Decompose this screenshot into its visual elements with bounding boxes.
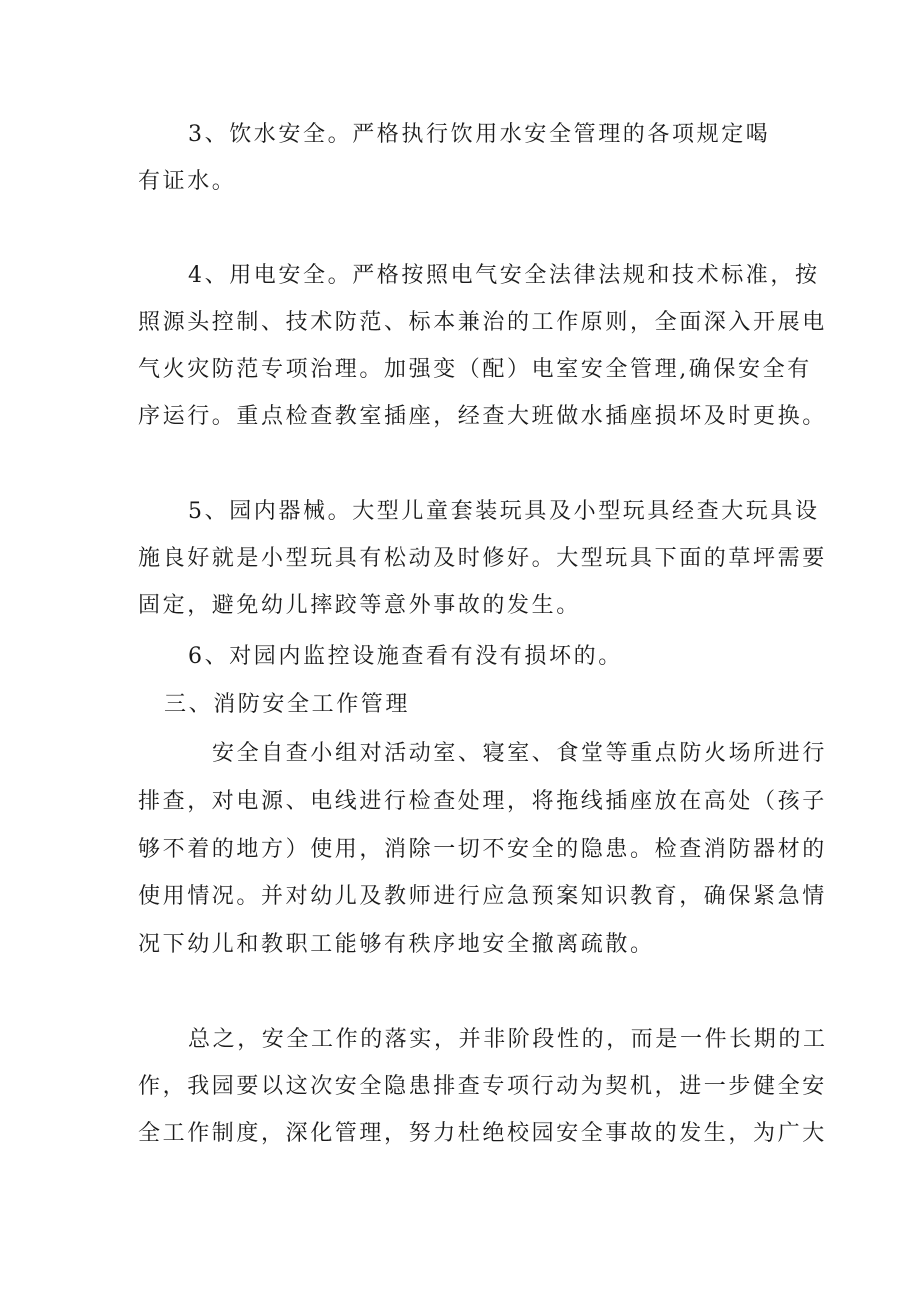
para-electric-line-4: 序运行。重点检查教室插座，经查大班做水插座损坏及时更换。	[138, 404, 827, 429]
section-heading-fire: 三、消防安全工作管理	[164, 692, 411, 717]
para-summary-line-3: 全工作制度，深化管理，努力杜绝校园安全事故的发生，为广大	[138, 1121, 827, 1146]
para-monitoring: 6、对园内监控设施查看有没有损坏的。	[188, 644, 623, 669]
para-fire-line-1: 安全自查小组对活动室、寝室、食堂等重点防火场所进行	[212, 741, 828, 766]
para-summary-line-2: 作，我园要以这次安全隐患排查专项行动为契机，进一步健全安	[138, 1074, 827, 1099]
para-fire-line-4: 使用情况。并对幼儿及教师进行应急预案知识教育，确保紧急情	[138, 884, 827, 909]
para-water-line-1: 3、饮水安全。严格执行饮用水安全管理的各项规定喝	[188, 122, 771, 147]
para-fire-line-2: 排查，对电源、电线进行检查处理，将拖线插座放在高处（孩子	[138, 789, 827, 814]
para-fire-line-5: 况下幼儿和教职工能够有秩序地安全撤离疏散。	[138, 932, 655, 957]
para-equipment-line-1: 5、园内器械。大型儿童套装玩具及小型玩具经查大玩具设	[188, 499, 820, 524]
para-electric-line-1: 4、用电安全。严格按照电气安全法律法规和技术标准，按	[188, 263, 820, 288]
para-fire-line-3: 够不着的地方）使用，消除一切不安全的隐患。检查消防器材的	[138, 837, 827, 862]
para-electric-line-2: 照源头控制、技术防范、标本兼治的工作原则，全面深入开展电	[138, 310, 827, 335]
para-electric-line-3: 气火灾防范专项治理。加强变（配）电室安全管理,确保安全有	[138, 357, 812, 382]
para-water-line-2: 有证水。	[138, 169, 237, 194]
para-summary-line-1: 总之，安全工作的落实，并非阶段性的，而是一件长期的工	[188, 1027, 828, 1052]
para-equipment-line-3: 固定，避免幼儿摔跤等意外事故的发生。	[138, 593, 581, 618]
para-equipment-line-2: 施良好就是小型玩具有松动及时修好。大型玩具下面的草坪需要	[138, 546, 827, 571]
